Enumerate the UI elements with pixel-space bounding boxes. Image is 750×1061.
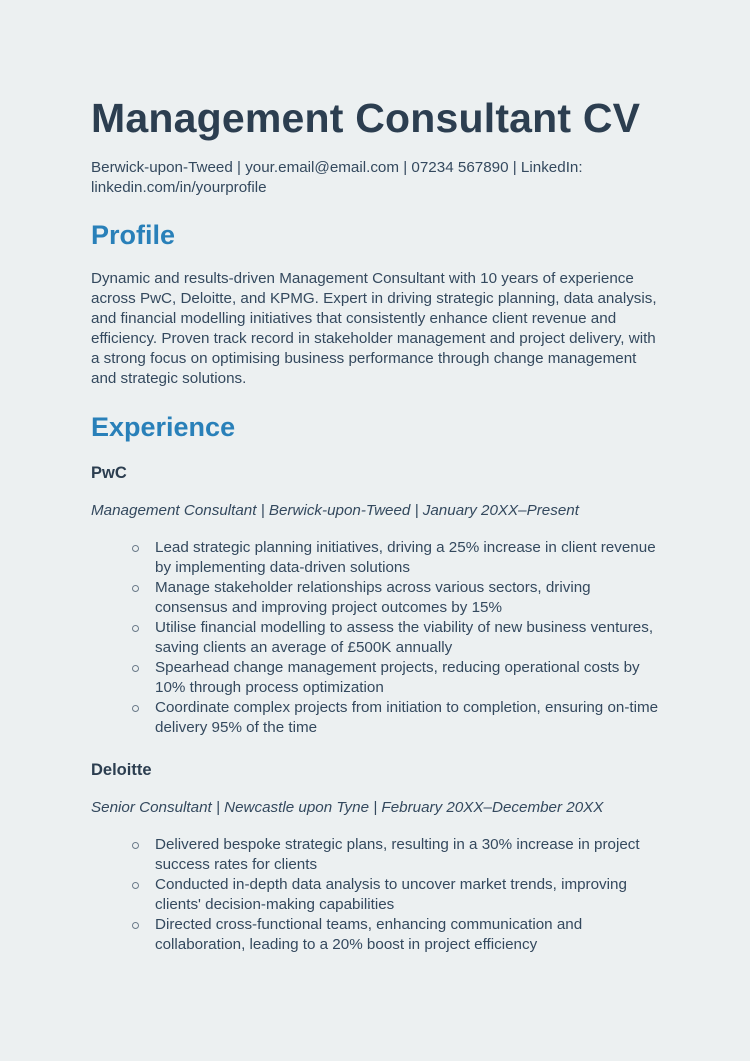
hollow-circle-bullet-icon bbox=[132, 545, 139, 552]
list-item bbox=[155, 875, 660, 915]
experience-heading: Experience bbox=[91, 411, 236, 442]
list-item bbox=[155, 618, 660, 658]
achievement-list bbox=[91, 538, 659, 739]
list-item-text: Manage stakeholder relationships across various sectors, driving consensus and improving project outcomes by 15% bbox=[155, 578, 591, 616]
list-item-text: Conducted in-depth data analysis to uncover market trends, improving clients' decision-making capabilities bbox=[155, 875, 627, 913]
hollow-circle-bullet-icon bbox=[132, 625, 139, 632]
list-item-text: Lead strategic planning initiatives, driving a 25% increase in client revenue by implementing data-driven solutions bbox=[155, 538, 656, 576]
list-item bbox=[155, 835, 660, 875]
list-item bbox=[155, 658, 660, 698]
hollow-circle-bullet-icon bbox=[132, 922, 139, 929]
document-title: Management Consultant CV bbox=[91, 95, 641, 141]
list-item-text: Utilise financial modelling to assess the viability of new business ventures, saving clients an average of £500K annually bbox=[155, 618, 654, 657]
company-name: PwC bbox=[91, 463, 127, 482]
hollow-circle-bullet-icon bbox=[132, 705, 139, 712]
hollow-circle-bullet-icon bbox=[132, 882, 139, 889]
list-item bbox=[155, 915, 660, 955]
list-item-text: Coordinate complex projects from initiation to completion, ensuring on-time delivery 95% of the time bbox=[155, 699, 659, 737]
profile-heading: Profile bbox=[91, 220, 176, 250]
list-item-text: Spearhead change management projects, reducing operational costs by 10% through process optimization bbox=[155, 659, 640, 697]
role-line: Management Consultant | Berwick-upon-Tweed | January 20XX–Present bbox=[91, 501, 579, 519]
contact-line: Berwick-upon-Tweed | your.email@email.com | 07234 567890 | LinkedIn: linkedin.com/in/yourprofile bbox=[91, 159, 583, 196]
profile-text: Dynamic and results-driven Management Consultant with 10 years of experience across PwC, Deloitte, and KPMG. Expert in driving strategic planning, data analysis, and financial modelling initiatives that consistently enhance client revenue and efficiency. Proven track record in stakeholder management and project delivery, with a strong focus on optimising business performance through change management and strategic solutions. bbox=[91, 270, 657, 388]
achievement-list bbox=[91, 835, 659, 956]
role-line: Senior Consultant | Newcastle upon Tyne | February 20XX–December 20XX bbox=[91, 798, 604, 816]
hollow-circle-bullet-icon bbox=[132, 585, 139, 592]
hollow-circle-bullet-icon bbox=[132, 665, 139, 672]
list-item bbox=[155, 538, 660, 578]
company-name: Deloitte bbox=[91, 760, 152, 779]
job-deloitte bbox=[91, 759, 659, 956]
list-item bbox=[155, 698, 660, 738]
list-item-text: Delivered bespoke strategic plans, resulting in a 30% increase in project success rates for clients bbox=[155, 835, 640, 873]
list-item bbox=[155, 578, 660, 618]
list-item-text: Directed cross-functional teams, enhancing communication and collaboration, leading to a 20% boost in project efficiency bbox=[155, 915, 583, 953]
hollow-circle-bullet-icon bbox=[132, 842, 139, 849]
job-pwc bbox=[91, 462, 659, 739]
